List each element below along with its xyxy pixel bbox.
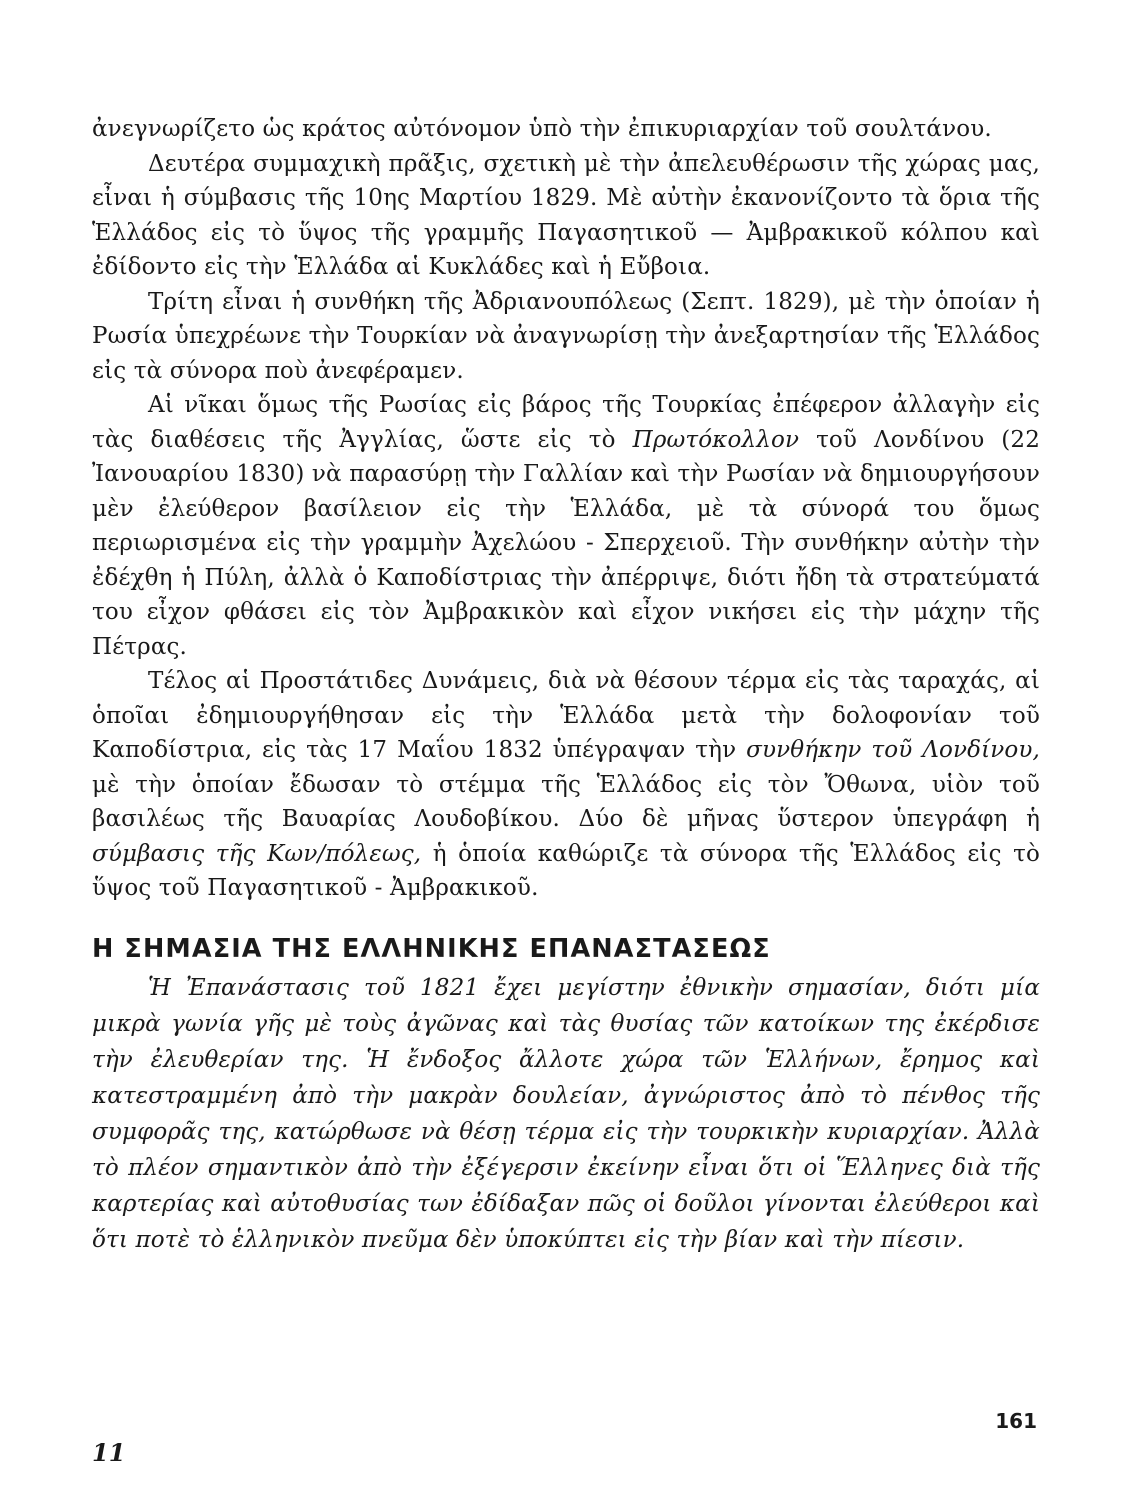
page-number: 161 bbox=[995, 1409, 1037, 1433]
london-treaty-emphasis: συνθήκην τοῦ Λονδίνου, bbox=[746, 737, 1040, 763]
paragraph-london-protocol bbox=[92, 388, 1040, 664]
protecting-powers-text-a: Τέλος αἱ Προστάτιδες Δυνάμεις, διὰ νὰ θέσουν τέρμα εἰς τὰς ταραχάς, αἱ ὁποῖαι ἐδημιουργήθησαν εἰς τὴν Ἑλλάδα μετὰ τὴν δολοφονίαν τοῦ Καποδίστρια, εἰς τὰς 17 Μαΐου 1832 ὑπέγραψαν τὴν bbox=[92, 668, 1040, 763]
section-heading: Η ΣΗΜΑΣΙΑ ΤΗΣ ΕΛΛΗΝΙΚΗΣ ΕΠΑΝΑΣΤΑΣΕΩΣ bbox=[92, 933, 771, 964]
protecting-powers-text-b: μὲ τὴν ὁποίαν ἔδωσαν τὸ στέμμα τῆς Ἑλλάδος εἰς τὸν Ὄθωνα, υἱὸν τοῦ βασιλέως τῆς Βαυαρίας Λουδοβίκου. Δύο δὲ μῆνας ὕστερον ὑπεγράφη ἡ bbox=[92, 771, 1040, 832]
paragraph-continuation: ἀνεγνωρίζετο ὡς κράτος αὐτόνομον ὑπὸ τὴν ἐπικυριαρχίαν τοῦ σουλτάνου. bbox=[92, 116, 992, 142]
paragraph-adrianople-treaty: Τρίτη εἶναι ἡ συνθήκη τῆς Ἀδριανουπόλεως (Σεπτ. 1829), μὲ τὴν ὁποίαν ἡ Ρωσία ὑπεχρέωνε τὴν Τουρκίαν νὰ ἀναγνωρίσῃ τὴν ἀνεξαρτησίαν τῆς Ἑλλάδος εἰς τὰ σύνορα ποὺ ἀνεφέραμεν. bbox=[92, 288, 1040, 384]
constantinople-convention-emphasis: σύμβασις τῆς Κων/πόλεως, bbox=[92, 840, 422, 867]
book-page bbox=[92, 112, 1040, 1258]
section-body-italic: Ἡ Ἐπανάστασις τοῦ 1821 ἔχει μεγίστην ἐθνικὴν σημασίαν, διότι μία μικρὰ γωνία γῆς μὲ τοὺς ἀγῶνας καὶ τὰς θυσίας τῶν κατοίκων της ἐκέρδισε τὴν ἐλευθερίαν της. Ἡ ἔνδοξος ἄλλοτε χώρα τῶν Ἑλλήνων, ἔρημος καὶ κατεστραμμένη ἀπὸ τὴν μακρὰν δουλείαν, ἀγνώριστος ἀπὸ τὸ πένθος τῆς συμφορᾶς της, κατώρθωσε νὰ θέσῃ τέρμα εἰς τὴν τουρκικὴν κυριαρχίαν. Ἀλλὰ τὸ πλέον σημαντικὸν ἀπὸ τὴν ἐξέγερσιν ἐκείνην εἶναι ὅτι οἱ Ἕλληνες διὰ τῆς καρτερίας καὶ αὐτοθυσίας των ἐδίδαξαν πῶς οἱ δοῦλοι γίνονται ἐλεύθεροι καὶ ὅτι ποτὲ τὸ ἑλληνικὸν πνεῦμα δὲν ὑποκύπτει εἰς τὴν βίαν καὶ τὴν πίεσιν. bbox=[92, 974, 1040, 1253]
london-protocol-text-b: τοῦ Λονδίνου (22 Ἰανουαρίου 1830) νὰ παρασύρῃ τὴν Γαλλίαν καὶ τὴν Ρωσίαν νὰ δημιουργήσουν μὲν ἐλεύθερον βασίλειον εἰς τὴν Ἑλλάδα, μὲ τὰ σύνορά του ὅμως περιωρισμένα εἰς τὴν γραμμὴν Ἀχελώου - Σπερχειοῦ. Τὴν συνθήκην αὐτὴν τὴν ἐδέχθη ἡ Πύλη, ἀλλὰ ὁ Καποδίστριας τὴν ἀπέρριψε, διότι ἤδη τὰ στρατεύματά του εἶχον φθάσει εἰς τὸν Ἀμβρακικὸν καὶ εἶχον νικήσει εἰς τὴν μάχην τῆς Πέτρας. bbox=[92, 426, 1040, 660]
paragraph-second-convention: Δευτέρα συμμαχικὴ πρᾶξις, σχετικὴ μὲ τὴν ἀπελευθέρωσιν τῆς χώρας μας, εἶναι ἡ σύμβασις τῆς 10ης Μαρτίου 1829. Μὲ αὐτὴν ἐκανονίζοντο τὰ ὅρια τῆς Ἑλλάδος εἰς τὸ ὕψος τῆς γραμμῆς Παγασητικοῦ — Ἀμβρακικοῦ κόλπου καὶ ἐδίδοντο εἰς τὴν Ἑλλάδα αἱ Κυκλάδες καὶ ἡ Εὔβοια. bbox=[92, 150, 1040, 280]
london-protocol-text-a: Αἱ νῖκαι ὅμως τῆς Ρωσίας εἰς βάρος τῆς Τουρκίας ἐπέφερον ἀλλαγὴν εἰς τὰς διαθέσεις τῆς Ἀγγλίας, ὥστε εἰς τὸ bbox=[92, 392, 1040, 453]
signature-mark: 11 bbox=[92, 1438, 126, 1467]
protecting-powers-text-c: ἡ ὁποία καθώριζε τὰ σύνορα τῆς Ἑλλάδος εἰς τὸ ὕψος τοῦ Παγασητικοῦ - Ἀμβρακικοῦ. bbox=[92, 840, 1040, 901]
protocol-emphasis: Πρωτόκολλον bbox=[632, 426, 800, 453]
paragraph-protecting-powers bbox=[92, 664, 1040, 906]
